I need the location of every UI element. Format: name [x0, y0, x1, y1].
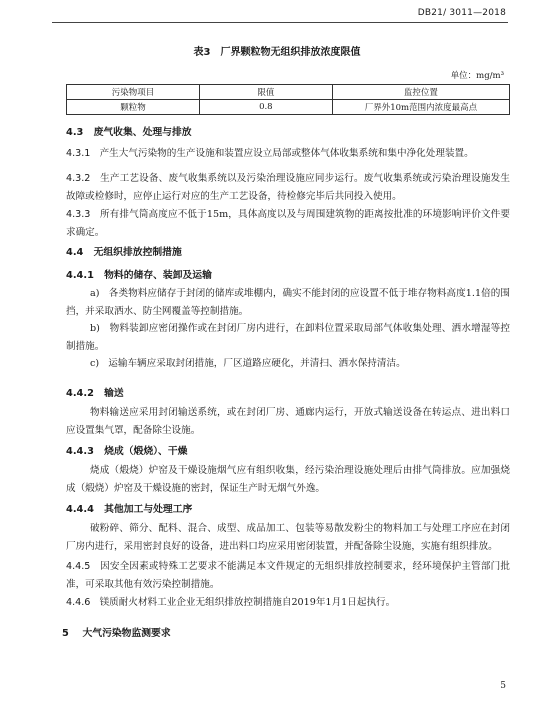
section-title: 烧成（煅烧）、干燥	[104, 446, 188, 457]
table-header-cell: 监控位置	[332, 85, 509, 100]
section-title: 输送	[104, 388, 124, 399]
clause-4-3-3	[66, 206, 510, 241]
section-number: 4.4.4	[66, 504, 94, 515]
section-number: 4.4.3	[66, 446, 94, 457]
page-number: 5	[500, 681, 506, 691]
table-cell: 颗粒物	[67, 100, 200, 115]
section-heading	[66, 124, 192, 138]
subsection-heading	[66, 443, 187, 457]
list-text: 运输车辆应采取封闭措施，厂区道路应硬化，并清扫、洒水保持清洁。	[108, 358, 406, 369]
clause-number: 4.4.5	[66, 561, 91, 572]
table-cell: 厂界外10m范围内浓度最高点	[332, 100, 509, 115]
list-item-c	[66, 355, 510, 373]
table-unit: 单位：mg/m³	[450, 71, 504, 81]
clause-4-4-5	[66, 558, 510, 593]
section-number: 4.4	[66, 247, 84, 258]
clause-4-4-3-body	[66, 462, 510, 497]
clause-text: 破粉碎、筛分、配料、混合、成型、成品加工、包装等易散发粉尘的物料加工与处理工序应在封闭厂房内进行，采用密封良好的设备，进出料口均应采用密闭装置，并配备除尘设施，实施有组织排放。	[66, 523, 510, 552]
clause-text: 因安全因素或特殊工艺要求不能满足本文件规定的无组织排放控制要求，经环境保护主管部门批准，可采取其他有效污染控制措施。	[66, 561, 511, 590]
clause-text: 所有排气筒高度应不低于15m，具体高度以及与周围建筑物的距离按批准的环境影响评价文件要求确定。	[66, 209, 510, 238]
section-heading	[62, 625, 171, 639]
table-header-cell: 污染物项目	[67, 85, 200, 100]
emission-limit-table	[66, 84, 510, 115]
section-title: 大气污染物监测要求	[82, 628, 171, 639]
section-heading	[66, 244, 182, 258]
header-divider	[52, 22, 508, 23]
list-item-a	[66, 285, 510, 320]
clause-number: 4.3.3	[66, 209, 91, 220]
table-header-cell: 限值	[199, 85, 332, 100]
section-number: 4.4.2	[66, 388, 94, 399]
list-text: 各类物料应储存于封闭的储库或堆棚内，确实不能封闭的应设置不低于堆存物料高度1.1倍的围挡，并采取洒水、防尘网覆盖等控制措施。	[66, 288, 510, 317]
clause-text: 生产工艺设备、废气收集系统以及污染治理设施应同步运行。废气收集系统或污染治理设施发生故障或检修时，应停止运行对应的生产工艺设备，待检修完毕后共同投入使用。	[66, 173, 511, 202]
table-cell: 0.8	[199, 100, 332, 115]
clause-text: 镁质耐火材料工业企业无组织排放控制措施自2019年1月1日起执行。	[99, 597, 396, 608]
standard-code: DB21/ 3011—2018	[417, 8, 506, 18]
clause-4-3-1	[66, 145, 510, 163]
clause-number: 4.4.6	[66, 597, 91, 608]
subsection-heading	[66, 267, 212, 281]
section-title: 物料的储存、装卸及运输	[104, 270, 212, 281]
table-title: 表3 厂界颗粒物无组织排放浓度限值	[193, 47, 361, 58]
subsection-heading	[66, 385, 124, 399]
clause-text: 物料输送应采用封闭输送系统，或在封闭厂房、通廊内运行，开放式输送设备在转运点、进出料口应设置集气罩，配备除尘设施。	[66, 407, 510, 436]
list-item-b	[66, 320, 510, 355]
clause-4-4-2-body	[66, 404, 510, 439]
clause-4-3-2	[66, 170, 510, 205]
section-title: 其他加工与处理工序	[104, 504, 193, 515]
list-text: 物料装卸应密闭操作或在封闭厂房内进行，在卸料位置采取局部气体收集处理、洒水增湿等控制措施。	[66, 323, 510, 352]
clause-text: 烧成（煅烧）炉窑及干燥设施烟气应有组织收集，经污染治理设施处理后由排气筒排放。应加强烧成（煅烧）炉窑及干燥设施的密封，保证生产时无烟气外逸。	[66, 465, 510, 494]
list-label: a)	[90, 288, 100, 299]
clause-4-4-4-body	[66, 520, 510, 555]
section-number: 4.4.1	[66, 270, 94, 281]
clause-number: 4.3.2	[66, 173, 91, 184]
section-number: 4.3	[66, 127, 84, 138]
clause-text: 产生大气污染物的生产设施和装置应设立局部或整体气体收集系统和集中净化处理装置。	[99, 148, 474, 159]
list-label: c)	[90, 358, 100, 369]
section-title: 废气收集、处理与排放	[93, 127, 192, 138]
section-number: 5	[62, 628, 69, 639]
subsection-heading	[66, 501, 192, 515]
table-header-row	[67, 85, 510, 100]
table-row	[67, 100, 510, 115]
clause-4-4-6	[66, 594, 510, 612]
clause-number: 4.3.1	[66, 148, 91, 159]
section-title: 无组织排放控制措施	[93, 247, 182, 258]
list-label: b)	[90, 323, 100, 334]
